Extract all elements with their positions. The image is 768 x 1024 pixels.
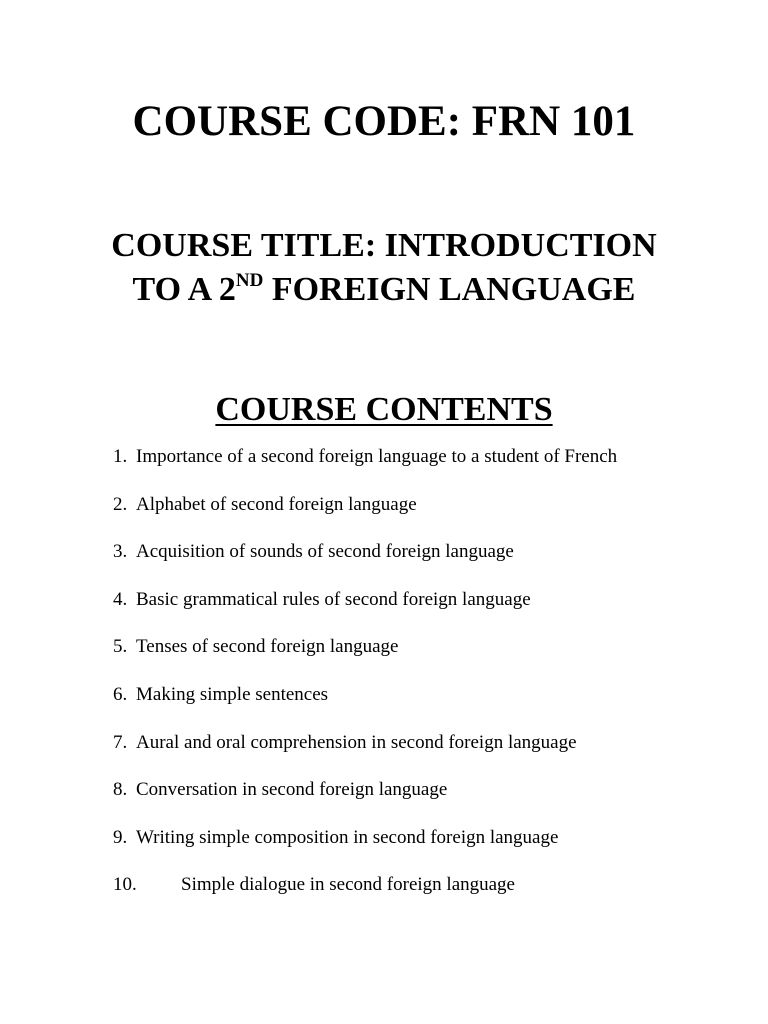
course-code-heading: COURSE CODE: FRN 101 — [132, 98, 636, 145]
course-title-heading — [0, 224, 768, 312]
course-contents-heading — [0, 388, 768, 432]
course-title-ordinal-suffix: ND — [235, 269, 264, 291]
list-item — [0, 538, 768, 586]
list-item-number: 5. — [113, 636, 128, 658]
list-item-text: Conversation in second foreign language — [136, 779, 448, 801]
list-item — [0, 443, 768, 491]
course-contents-list — [0, 443, 768, 919]
list-item-text: Simple dialogue in second foreign language — [181, 874, 515, 896]
list-item-number: 1. — [113, 446, 128, 467]
list-item-text: Making simple sentences — [136, 683, 329, 705]
list-item-text: Alphabet of second foreign language — [136, 493, 417, 515]
list-item — [0, 871, 768, 919]
list-item-number: 8. — [113, 779, 128, 801]
list-item-text: Acquisition of sounds of second foreign language — [136, 541, 514, 563]
list-item-text: Writing simple composition in second foreign language — [136, 826, 559, 848]
course-contents-heading-text: COURSE CONTENTS — [215, 391, 553, 428]
list-item-text: Importance of a second foreign language to a student of French — [136, 446, 618, 467]
list-item — [0, 586, 768, 634]
list-item-text: Tenses of second foreign language — [136, 636, 399, 658]
list-item-number: 10. — [113, 874, 137, 896]
list-item — [0, 681, 768, 729]
course-title-line1: COURSE TITLE: INTRODUCTION — [111, 227, 657, 264]
course-title-line2-prefix: TO A 2 — [132, 271, 236, 308]
list-item — [0, 633, 768, 681]
list-item-number: 7. — [113, 731, 128, 753]
list-item — [0, 729, 768, 777]
list-item-text: Aural and oral comprehension in second foreign language — [136, 731, 577, 753]
list-item — [0, 491, 768, 539]
list-item-number: 6. — [113, 683, 128, 705]
list-item — [0, 776, 768, 824]
course-title-line2-suffix: FOREIGN LANGUAGE — [263, 271, 636, 308]
list-item-number: 4. — [113, 588, 128, 610]
list-item-number: 9. — [113, 826, 128, 848]
list-item — [0, 824, 768, 872]
list-item-text: Basic grammatical rules of second foreign language — [136, 588, 531, 610]
list-item-number: 2. — [113, 493, 128, 515]
list-item-number: 3. — [113, 541, 128, 563]
